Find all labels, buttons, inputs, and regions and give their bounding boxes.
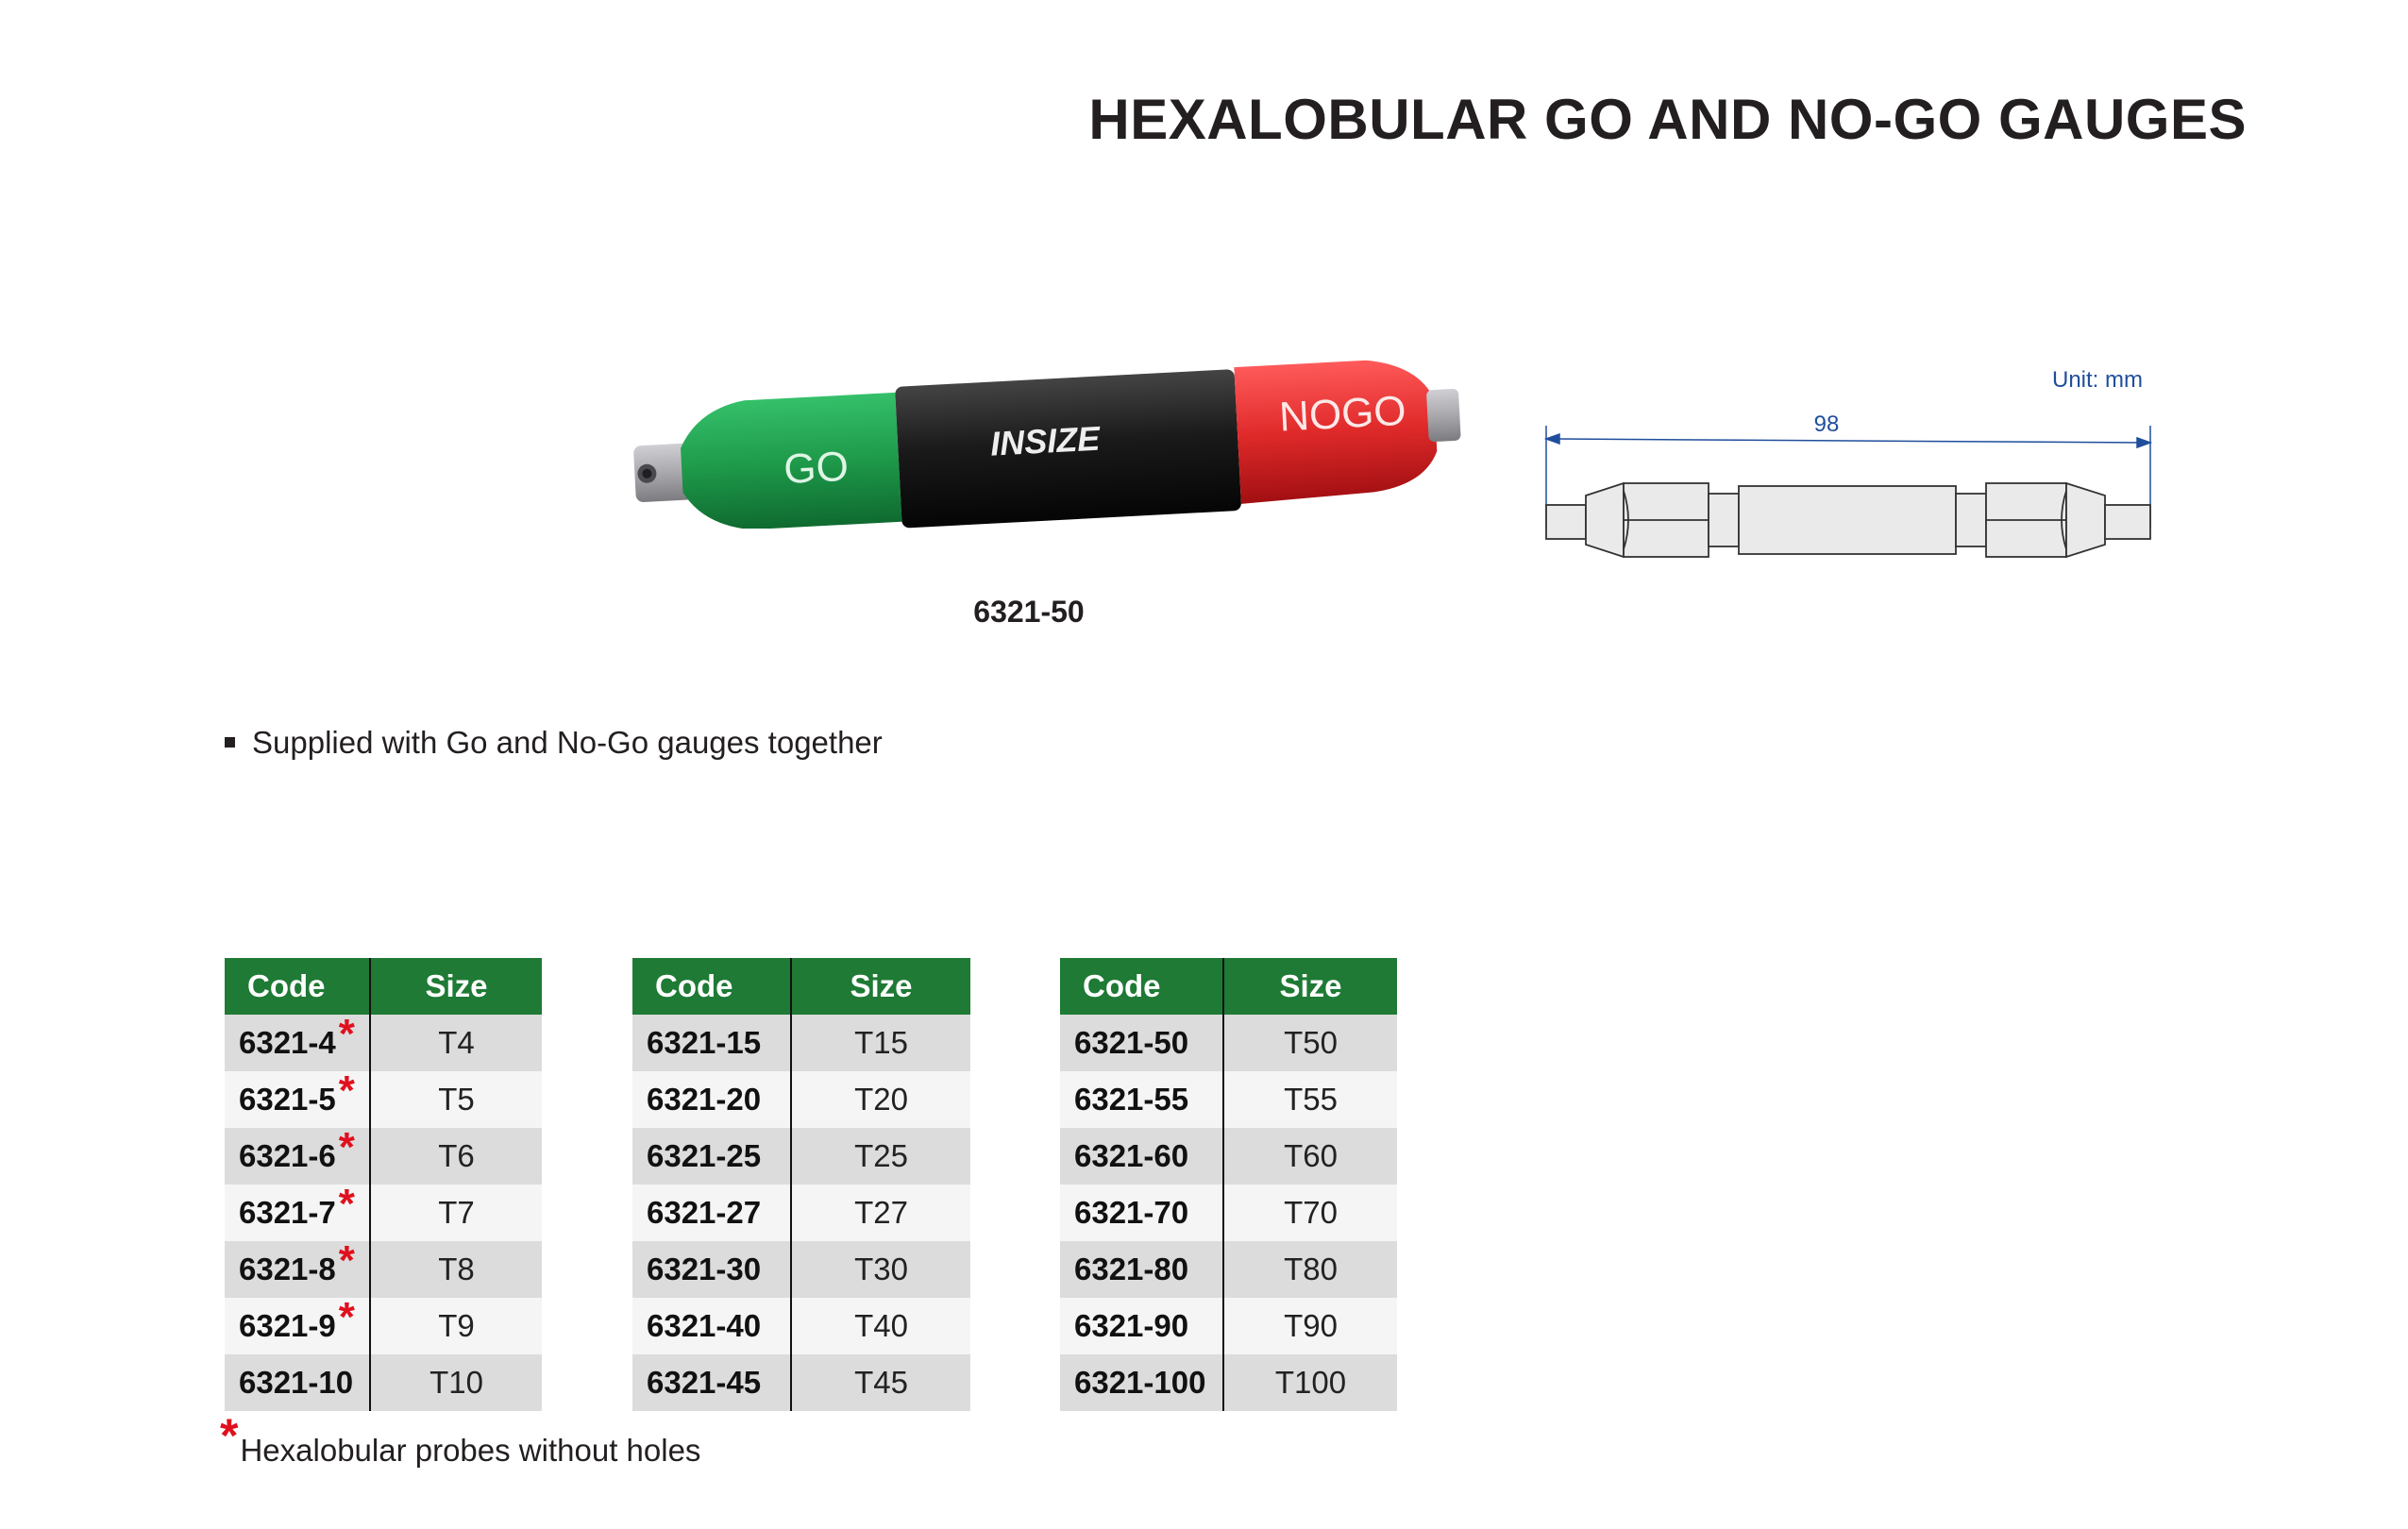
go-label: GO bbox=[783, 443, 850, 494]
code-value: 6321-10 bbox=[239, 1365, 354, 1400]
size-table-3 bbox=[1060, 958, 1397, 1411]
size-table-1 bbox=[225, 958, 542, 1411]
size-cell: T30 bbox=[791, 1241, 970, 1298]
code-value: 6321-20 bbox=[647, 1082, 762, 1117]
no-hole-asterisk: * bbox=[338, 1181, 355, 1227]
code-cell bbox=[632, 1298, 791, 1354]
column-header-size: Size bbox=[791, 958, 970, 1015]
code-value: 6321-27 bbox=[647, 1195, 762, 1230]
code-value: 6321-50 bbox=[1074, 1025, 1189, 1060]
column-header-size: Size bbox=[1223, 958, 1397, 1015]
code-value: 6321-6 bbox=[239, 1138, 336, 1173]
bullet-square-icon bbox=[225, 737, 235, 748]
table-row bbox=[225, 1354, 542, 1411]
code-cell bbox=[1060, 1241, 1223, 1298]
size-cell: T55 bbox=[1223, 1071, 1397, 1128]
code-cell bbox=[1060, 1185, 1223, 1241]
nogo-probe-tip bbox=[1426, 389, 1461, 443]
nogo-label: NOGO bbox=[1277, 387, 1407, 441]
size-cell: T50 bbox=[1223, 1015, 1397, 1071]
table-row bbox=[632, 1298, 970, 1354]
code-value: 6321-30 bbox=[647, 1252, 762, 1286]
table-row bbox=[632, 1185, 970, 1241]
column-header-code: Code bbox=[632, 958, 791, 1015]
column-header-size: Size bbox=[370, 958, 542, 1015]
code-cell bbox=[632, 1071, 791, 1128]
code-value: 6321-45 bbox=[647, 1365, 762, 1400]
code-cell bbox=[1060, 1354, 1223, 1411]
size-cell: T6 bbox=[370, 1128, 542, 1185]
table-row bbox=[632, 1128, 970, 1185]
code-cell bbox=[225, 1237, 370, 1298]
no-hole-asterisk: * bbox=[338, 1294, 355, 1340]
table-row bbox=[1060, 1241, 1397, 1298]
table-row bbox=[632, 1071, 970, 1128]
footnote-asterisk: * bbox=[220, 1409, 239, 1462]
code-cell bbox=[1060, 1128, 1223, 1185]
table-row bbox=[225, 1241, 542, 1298]
gauge-outline bbox=[1546, 483, 2150, 557]
code-cell bbox=[225, 1294, 370, 1354]
code-value: 6321-40 bbox=[647, 1308, 762, 1343]
code-value: 6321-5 bbox=[239, 1082, 336, 1117]
code-value: 6321-9 bbox=[239, 1308, 336, 1343]
table-row bbox=[225, 1298, 542, 1354]
no-hole-asterisk: * bbox=[338, 1067, 355, 1114]
code-value: 6321-55 bbox=[1074, 1082, 1189, 1117]
page-title: HEXALOBULAR GO AND NO-GO GAUGES bbox=[1088, 88, 2247, 151]
table-row bbox=[1060, 1128, 1397, 1185]
size-cell: T27 bbox=[791, 1185, 970, 1241]
size-cell: T45 bbox=[791, 1354, 970, 1411]
gauge-product-image bbox=[614, 311, 1463, 529]
dimension-drawing bbox=[1539, 363, 2181, 580]
code-cell bbox=[225, 1124, 370, 1185]
code-cell bbox=[1060, 1071, 1223, 1128]
size-table-2 bbox=[632, 958, 970, 1411]
size-cell: T20 bbox=[791, 1071, 970, 1128]
code-cell bbox=[225, 1067, 370, 1128]
size-cell: T15 bbox=[791, 1015, 970, 1071]
size-cell: T4 bbox=[370, 1015, 542, 1071]
length-dimension-value: 98 bbox=[1813, 412, 1840, 437]
brand-logo-text: INSIZE bbox=[989, 418, 1102, 463]
code-cell bbox=[632, 1185, 791, 1241]
table-row bbox=[225, 1185, 542, 1241]
no-hole-asterisk: * bbox=[338, 1124, 355, 1170]
code-cell bbox=[225, 1011, 370, 1071]
footnote-text: Hexalobular probes without holes bbox=[240, 1433, 701, 1468]
size-cell: T100 bbox=[1223, 1354, 1397, 1411]
code-cell bbox=[632, 1128, 791, 1185]
code-cell bbox=[1060, 1298, 1223, 1354]
code-value: 6321-60 bbox=[1074, 1138, 1189, 1173]
code-cell bbox=[225, 1181, 370, 1241]
table-row bbox=[632, 1354, 970, 1411]
code-value: 6321-100 bbox=[1074, 1365, 1206, 1400]
size-cell: T25 bbox=[791, 1128, 970, 1185]
table-row bbox=[632, 1015, 970, 1071]
table-row bbox=[1060, 1354, 1397, 1411]
no-hole-asterisk: * bbox=[338, 1011, 355, 1057]
unit-label: Unit: mm bbox=[2052, 367, 2143, 393]
size-cell: T9 bbox=[370, 1298, 542, 1354]
size-cell: T7 bbox=[370, 1185, 542, 1241]
code-cell bbox=[632, 1241, 791, 1298]
table-row bbox=[1060, 1015, 1397, 1071]
table-row bbox=[1060, 1298, 1397, 1354]
size-cell: T5 bbox=[370, 1071, 542, 1128]
code-cell bbox=[632, 1015, 791, 1071]
table-row bbox=[632, 1241, 970, 1298]
code-cell bbox=[225, 1354, 370, 1411]
code-value: 6321-7 bbox=[239, 1195, 336, 1230]
feature-bullet bbox=[225, 725, 883, 761]
feature-text: Supplied with Go and No-Go gauges together bbox=[252, 725, 883, 760]
table-row bbox=[225, 1015, 542, 1071]
code-cell bbox=[632, 1354, 791, 1411]
table-row bbox=[225, 1071, 542, 1128]
code-value: 6321-80 bbox=[1074, 1252, 1189, 1286]
size-cell: T40 bbox=[791, 1298, 970, 1354]
size-cell: T70 bbox=[1223, 1185, 1397, 1241]
no-hole-asterisk: * bbox=[338, 1237, 355, 1284]
code-cell bbox=[1060, 1015, 1223, 1071]
size-cell: T80 bbox=[1223, 1241, 1397, 1298]
footnote bbox=[220, 1409, 701, 1469]
code-value: 6321-4 bbox=[239, 1025, 336, 1060]
size-cell: T90 bbox=[1223, 1298, 1397, 1354]
size-cell: T60 bbox=[1223, 1128, 1397, 1185]
size-cell: T10 bbox=[370, 1354, 542, 1411]
code-value: 6321-25 bbox=[647, 1138, 762, 1173]
code-value: 6321-15 bbox=[647, 1025, 762, 1060]
code-value: 6321-70 bbox=[1074, 1195, 1189, 1230]
table-row bbox=[1060, 1071, 1397, 1128]
size-cell: T8 bbox=[370, 1241, 542, 1298]
column-header-code: Code bbox=[1060, 958, 1223, 1015]
column-header-code: Code bbox=[225, 958, 370, 1015]
table-row bbox=[1060, 1185, 1397, 1241]
table-row bbox=[225, 1128, 542, 1185]
product-code-caption: 6321-50 bbox=[973, 595, 1085, 629]
code-value: 6321-90 bbox=[1074, 1308, 1189, 1343]
code-value: 6321-8 bbox=[239, 1252, 336, 1286]
